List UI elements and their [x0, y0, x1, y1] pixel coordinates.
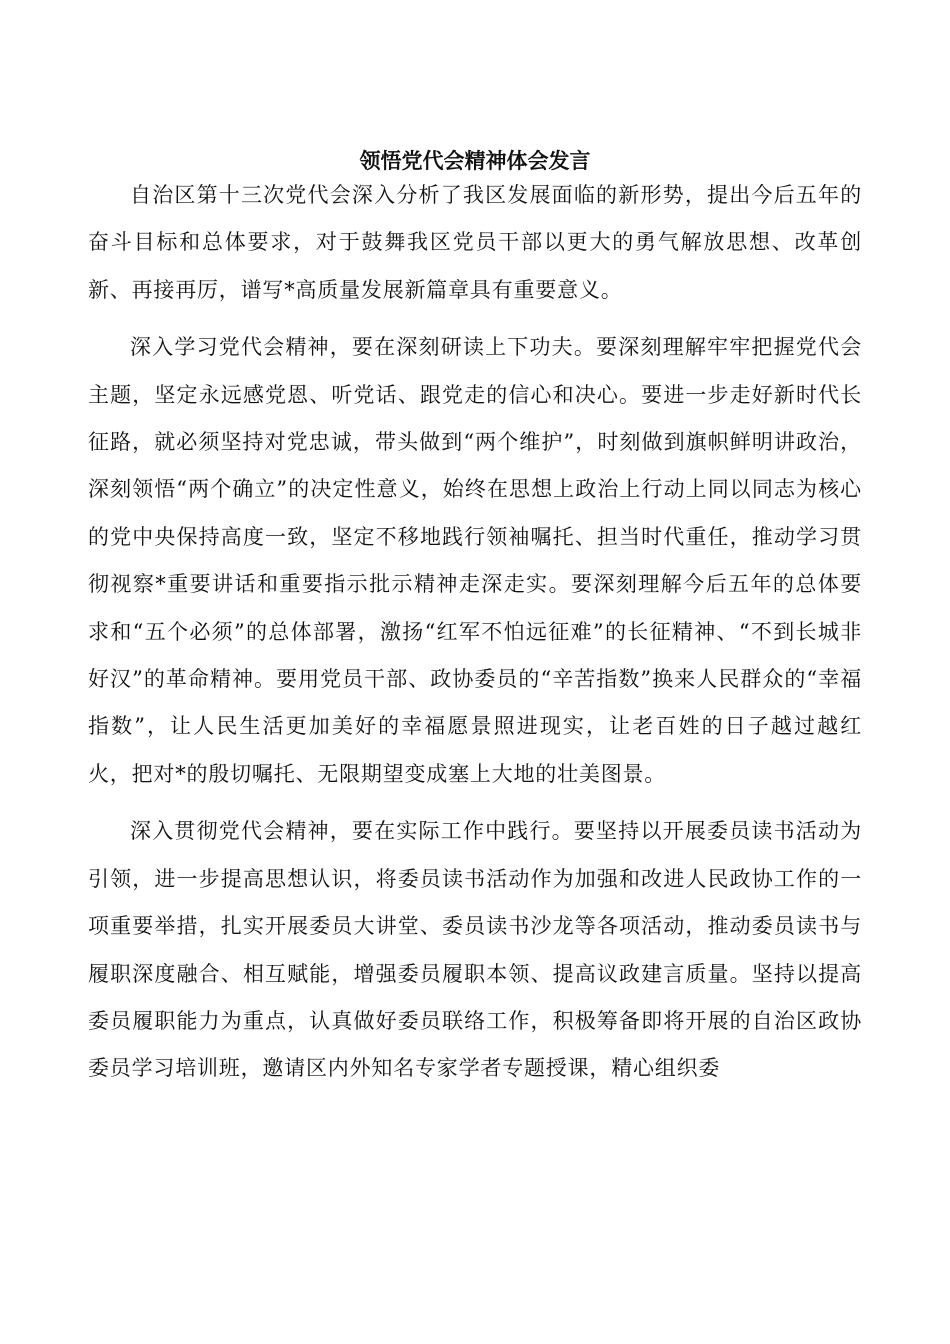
paragraph-intro: 自治区第十三次党代会深入分析了我区发展面临的新形势，提出今后五年的奋斗目标和总体要求，对于鼓舞我区党员干部以更大的勇气解放思想、改革创新、再接再厉，谱写*高质量发展新篇章具有重要意义。 — [88, 183, 862, 302]
paragraph-study: 深入学习党代会精神，要在深刻研读上下功夫。要深刻理解牢牢把握党代会主题，坚定永远感党恩、听党话、跟党走的信心和决心。要进一步走好新时代长征路，就必须坚持对党忠诚，带头做到“两个维护”，时刻做到旗帜鲜明讲政治，深刻领悟“两个确立”的决定性意义，始终在思想上政治上行动上同以同志为核心的党中央保持高度一致，坚定不移地践行领袖嘱托、担当时代重任，推动学习贯彻视察*重要讲话和重要指示批示精神走深走实。要深刻理解今后五年的总体要求和“五个必须”的总体部署，激扬“红军不怕远征难”的长征精神、“不到长城非好汉”的革命精神。要用党员干部、政协委员的“辛苦指数”换来人民群众的“幸福指数”，让人民生活更加美好的幸福愿景照进现实，让老百姓的日子越过越红火，把对*的殷切嘱托、无限期望变成塞上大地的壮美图景。 — [88, 335, 862, 786]
document-body — [88, 172, 862, 1103]
paragraph-practice: 深入贯彻党代会精神，要在实际工作中践行。要坚持以开展委员读书活动为引领，进一步提高思想认识，将委员读书活动作为加强和改进人民政协工作的一项重要举措，扎实开展委员大讲堂、委员读书沙龙等各项活动，推动委员读书与履职深度融合、相互赋能，增强委员履职本领、提高议政建言质量。坚持以提高委员履职能力为重点，认真做好委员联络工作，积极筹备即将开展的自治区政协委员学习培训班，邀请区内外知名专家学者专题授课，精心组织委 — [88, 819, 862, 1081]
document-title: 领悟党代会精神体会发言 — [359, 149, 591, 173]
